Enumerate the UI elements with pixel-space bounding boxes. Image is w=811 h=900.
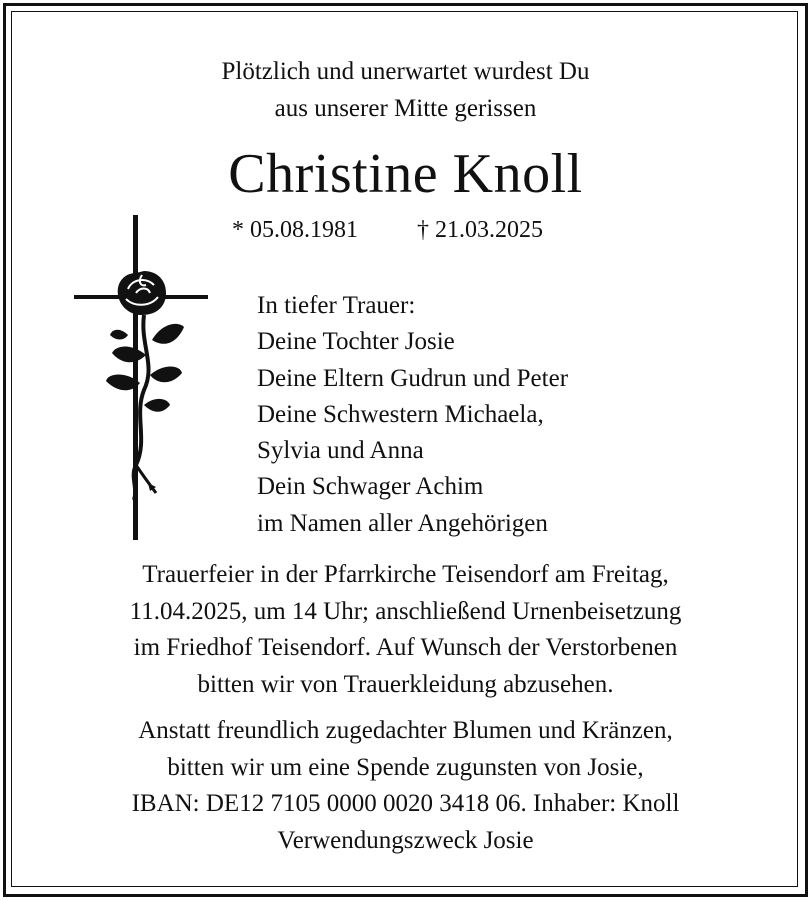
donation-line: IBAN: DE12 7105 0000 0020 3418 06. Inhaber: Knoll xyxy=(131,790,680,817)
birth-date: * 05.08.1981 xyxy=(232,217,358,243)
funeral-line: im Friedhof Teisendorf. Auf Wunsch der Verstorbenen xyxy=(133,634,678,661)
mourners-list xyxy=(257,288,568,542)
donation-line: bitten wir um eine Spende zugunsten von Josie, xyxy=(167,753,644,781)
cross-with-rose-icon xyxy=(66,215,216,545)
death-date: † 21.03.2025 xyxy=(417,217,543,243)
mourner-line: Deine Schwestern Michaela, xyxy=(257,400,544,428)
deceased-name: Christine Knoll xyxy=(228,143,583,205)
mourner-line: Deine Eltern Gudrun und Peter xyxy=(257,364,569,392)
mourner-line: Dein Schwager Achim xyxy=(257,473,484,501)
mourner-line: im Namen aller Angehörigen xyxy=(257,509,548,537)
funeral-line: 11.04.2025, um 14 Uhr; anschließend Urnenbeisetzung xyxy=(129,597,682,625)
funeral-notice xyxy=(0,557,811,703)
funeral-line: bitten wir von Trauerkleidung abzusehen. xyxy=(197,670,614,698)
funeral-line: Trauerfeier in der Pfarrkirche Teisendorf am Freitag, xyxy=(142,561,669,588)
intro-line-1: Plötzlich und unerwartet wurdest Du xyxy=(221,58,590,85)
donation-line: Verwendungszweck Josie xyxy=(277,826,534,854)
donation-line: Anstatt freundlich zugedachter Blumen und Kränzen, xyxy=(138,717,673,744)
mourner-line: Deine Tochter Josie xyxy=(257,328,455,356)
intro-line-2: aus unserer Mitte gerissen xyxy=(274,95,537,122)
donation-notice xyxy=(0,713,811,859)
mourner-line: Sylvia und Anna xyxy=(257,437,424,465)
mourners-heading: In tiefer Trauer: xyxy=(257,292,416,319)
